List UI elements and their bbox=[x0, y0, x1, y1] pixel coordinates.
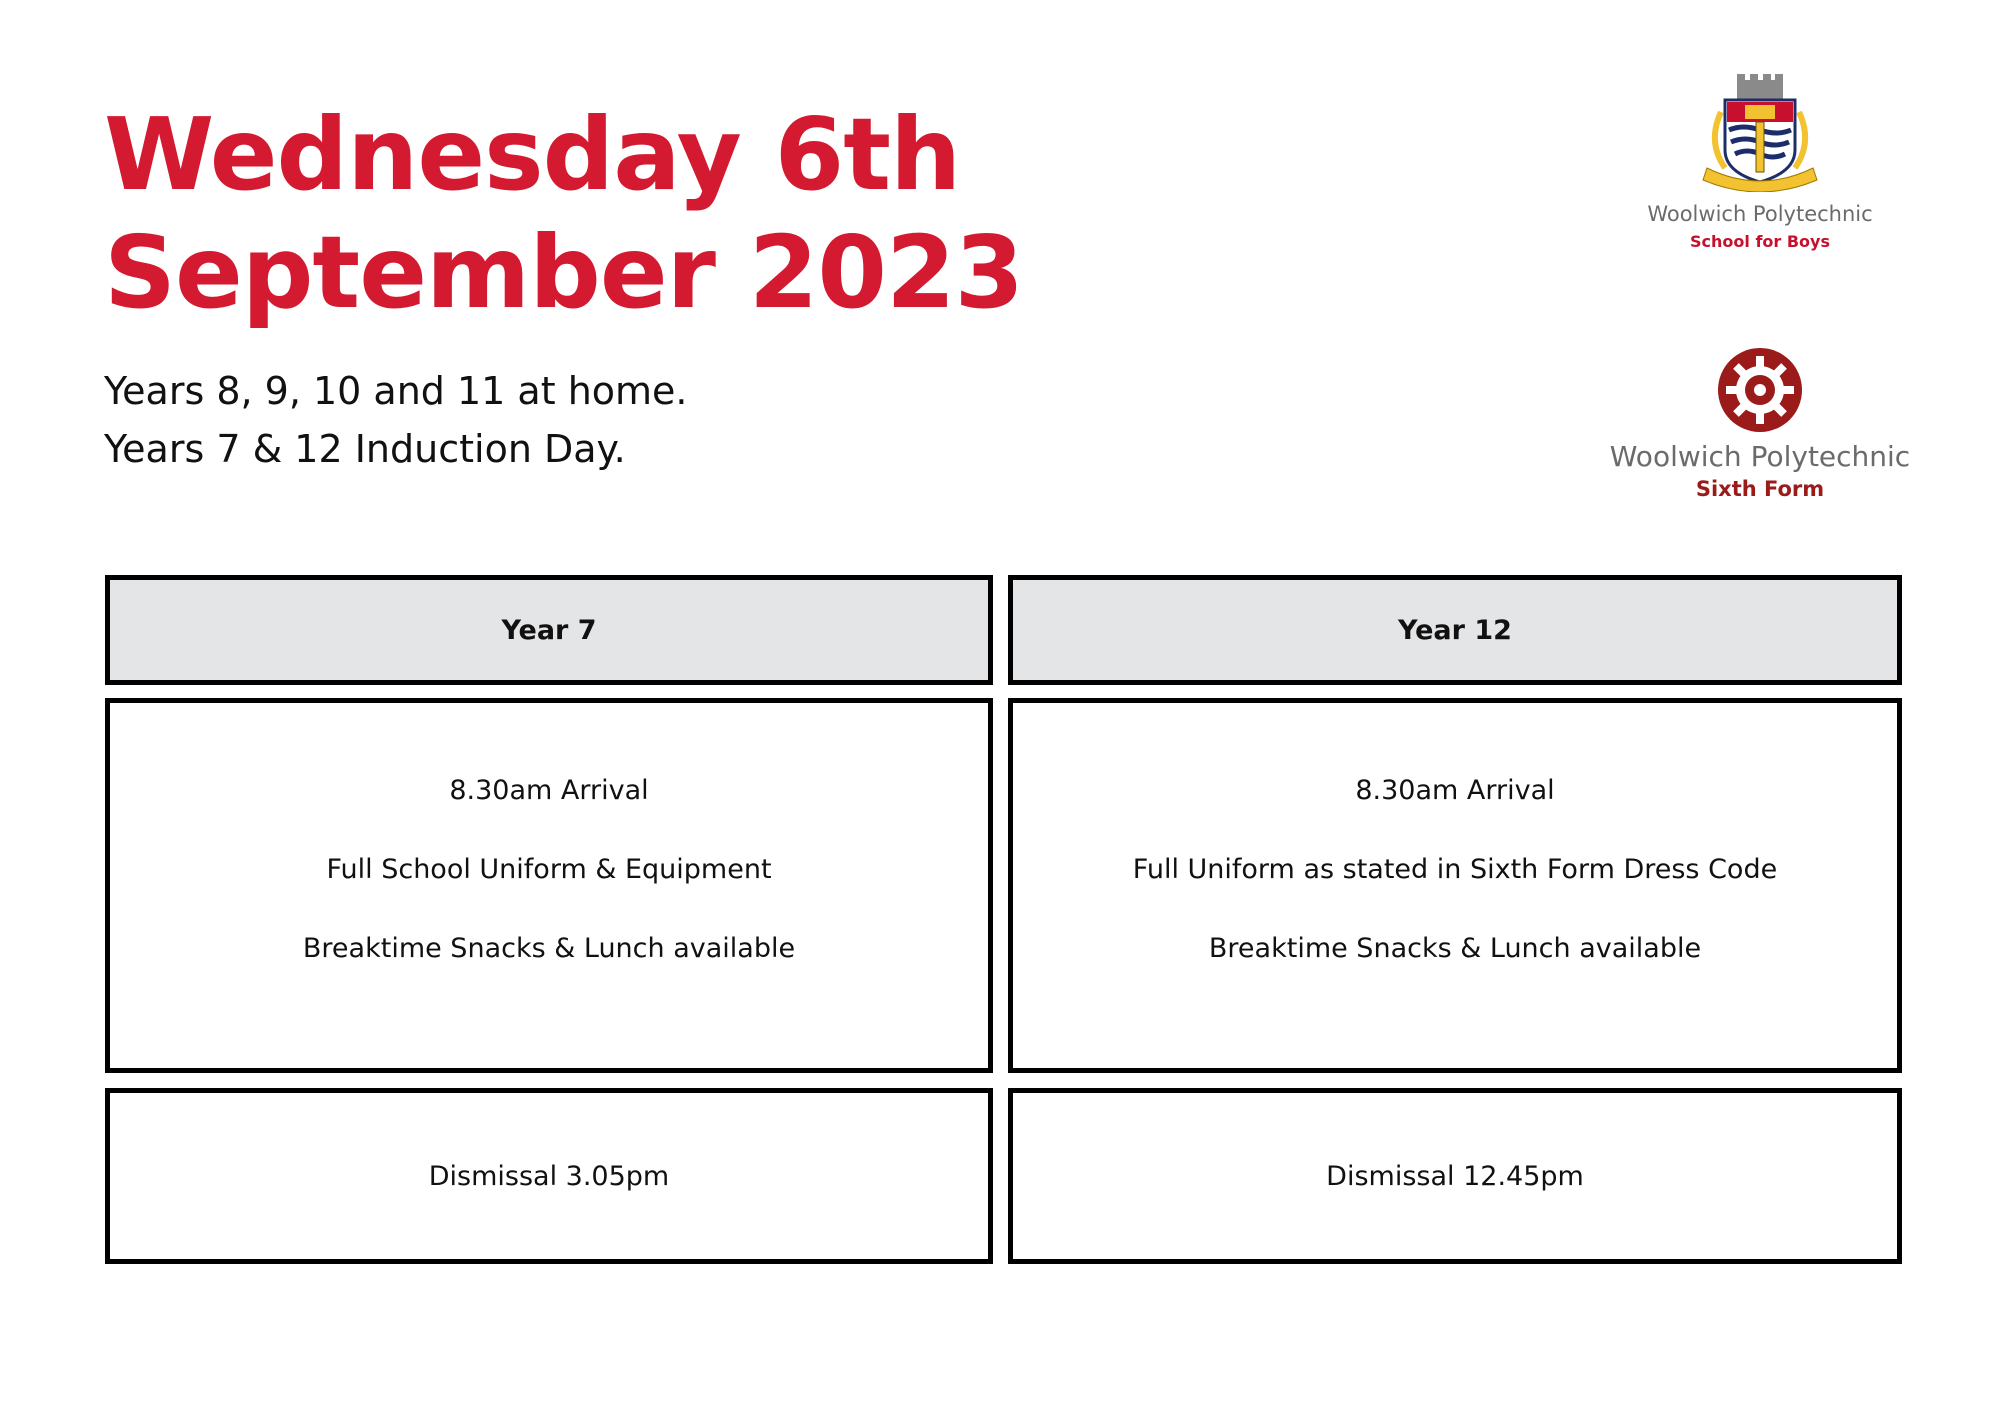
school-name: Woolwich Polytechnic bbox=[1647, 202, 1873, 226]
gear-icon bbox=[1695, 322, 1825, 434]
school-logo bbox=[1620, 72, 1900, 251]
school-crest-icon bbox=[1685, 72, 1835, 192]
school-sub: School for Boys bbox=[1690, 232, 1830, 251]
year-12-lunch: Breaktime Snacks & Lunch available bbox=[1208, 933, 1702, 964]
year-12-uniform: Full Uniform as stated in Sixth Form Dress Code bbox=[1132, 854, 1778, 885]
page-title bbox=[104, 96, 1254, 332]
title-line-2: September 2023 bbox=[104, 214, 1024, 331]
year-7-dismissal bbox=[105, 1088, 993, 1264]
year-7-header-label: Year 7 bbox=[501, 614, 597, 646]
year-12-dismissal-text: Dismissal 12.45pm bbox=[1326, 1160, 1584, 1192]
year-12-header bbox=[1008, 575, 1902, 685]
year-7-details bbox=[105, 698, 993, 1073]
subtitle-line-1: Years 8, 9, 10 and 11 at home. bbox=[104, 369, 688, 413]
page-subtitle bbox=[104, 362, 1204, 478]
year-12-arrival: 8.30am Arrival bbox=[1355, 775, 1555, 806]
year-7-arrival: 8.30am Arrival bbox=[449, 775, 649, 806]
year-7-uniform: Full School Uniform & Equipment bbox=[326, 854, 772, 885]
year-7-dismissal-text: Dismissal 3.05pm bbox=[428, 1160, 670, 1192]
subtitle-line-2: Years 7 & 12 Induction Day. bbox=[104, 427, 626, 471]
year-12-details bbox=[1008, 698, 1902, 1073]
sixth-form-logo bbox=[1600, 322, 1920, 501]
sixth-form-sub: Sixth Form bbox=[1695, 477, 1825, 501]
sixth-form-name: Woolwich Polytechnic bbox=[1609, 440, 1911, 473]
title-line-1: Wednesday 6th bbox=[104, 96, 961, 213]
year-7-header bbox=[105, 575, 993, 685]
year-7-lunch: Breaktime Snacks & Lunch available bbox=[302, 933, 796, 964]
year-12-header-label: Year 12 bbox=[1398, 614, 1512, 646]
year-12-dismissal bbox=[1008, 1088, 1902, 1264]
